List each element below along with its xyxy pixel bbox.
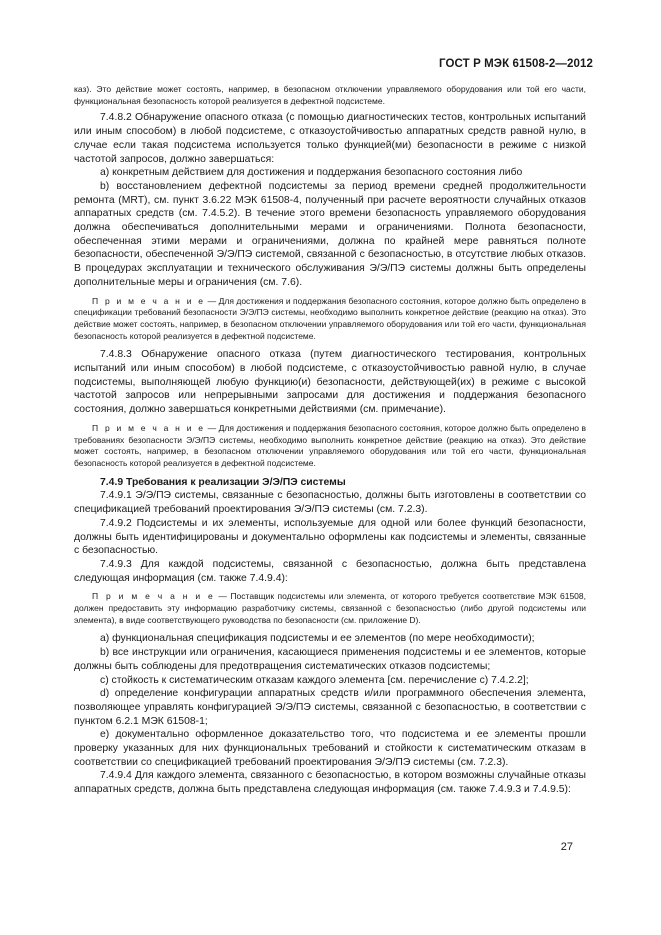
note-2 [74,423,586,470]
note-3 [74,591,586,626]
list-item-b: b) все инструкции или ограничения, касающиеся применения подсистемы и ее элементов, которые должны быть соблюдены для предотвращения систематических отказов подсистемы; [74,647,586,672]
clause-7-4-8-2: 7.4.8.2 Обнаружение опасного отказа (с помощью диагностических тестов, контрольных испытаний или иным способом) в любой подсистеме, с отказоустойчивостью аппаратных средств равной нулю, в случае если такая подсистема используется только функцией(ми) безопасности в режиме с низкой частотой запросов, должно завершаться: [74,112,586,165]
note-continuation: каз). Это действие может состоять, например, в безопасном отключении управляемого оборудования или той его части, функциональная безопасность которой реализуется в дефектной подсистеме. [74,84,586,106]
clause-7-4-9-2: 7.4.9.2 Подсистемы и их элементы, используемые для одной или более функций безопасности, должны быть идентифицированы и документально оформлены как подсистемы и элементы, связанные с безопасностью. [74,517,586,557]
list-item-d: d) определение конфигурации аппаратных средств и/или программного обеспечения элемента, позволяющее управлять конфигурацией Э/Э/ПЭ системы, связанной с безопасностью, в соответствии с пунктом 6.2.1 МЭК 61508-1; [74,688,586,727]
note-label: П р и м е ч а н и е [92,591,215,602]
list-item-c: c) стойкость к систематическим отказам каждого элемента [см. перечисление c) 7.4.2.2]; [100,674,529,686]
list-item-a: a) функциональная спецификация подсистемы и ее элементов (по мере необходимости); [100,633,535,645]
clause-7-4-9-4: 7.4.9.4 Для каждого элемента, связанного с безопасностью, в котором возможны случайные отказы аппаратных средств, должна быть представлена следующая информация (см. также 7.4.9.3 и 7.4.9.5): [74,770,586,796]
clause-7-4-9-1: 7.4.9.1 Э/Э/ПЭ системы, связанные с безопасностью, должны быть изготовлены в соответствии со спецификацией требований проектирования Э/Э/ПЭ системы (см. 7.2.3). [74,490,586,516]
note-text: — Для достижения и поддержания безопасного состояния, которое должно быть определено в спецификации требований безопасности Э/Э/ПЭ системы, необходимо выполнить конкретное действие (реакцию на отказ). Это действие может состоять, например, в безопасном отключении управляемого оборудования или той его части, функциональная безопасность которой реализуется в дефектной подсистеме. [74,295,586,341]
note-label: П р и м е ч а н и е [92,295,206,306]
document-header: ГОСТ Р МЭК 61508-2—2012 [439,58,593,70]
list-item-a: a) конкретным действием для достижения и поддержания безопасного состояния либо [100,167,523,179]
page-content [74,84,586,797]
note-1 [74,296,586,343]
note-label: П р и м е ч а н и е [92,422,206,433]
clause-7-4-8-3: 7.4.8.3 Обнаружение опасного отказа (путем диагностического тестирования, контрольных испытаний или иным способом) в любой подсистеме, с отказоустойчивостью равной нулю, в случае подсистемы, выполняющей любую функцию(и) безопасности, действующей(их) в режиме с высокой частотой запросов или непрерывными запросами для достижения и поддержания безопасного состояния, должно завершаться конкретными действиями (см. примечание). [74,349,586,416]
list-item-b: b) восстановлением дефектной подсистемы за период времени средней продолжительности ремонта (MRT), см. пункт 3.6.22 МЭК 61508-4, полученный при расчете вероятности случайных отказов аппаратных средств (см. 7.4.5.2). В течение этого времени безопасность управляемого оборудования должна обеспечиваться дополнительными мерами и ограничениями. Полнота безопасности, обеспеченная этими мерами и ограничениями, должна по крайней мере равняться полноте безопасности, обеспеченной Э/Э/ПЭ системой, связанной с безопасностью, в отсутствие любых отказов. В процедурах эксплуатации и технического обслуживания Э/Э/ПЭ системы должны быть определены дополнительные меры и ограничения (см. 7.6). [74,180,586,288]
page-number: 27 [560,841,573,853]
list-item-e: e) документально оформленное доказательство того, что подсистема и ее элементы прошли проверку указанных для них функциональных требований и стойкости к систематическим отказам в соответствии со спецификацией требований проектирования Э/Э/ПЭ системы (см. 7.2.3). [74,729,586,768]
clause-7-4-9-3: 7.4.9.3 Для каждой подсистемы, связанной с безопасностью, должна быть представлена следующая информация (см. также 7.4.9.4): [74,558,586,584]
note-text: — Поставщик подсистемы или элемента, от которого требуется соответствие МЭК 61508, должен предоставить эту информацию разработчику системы, связанной с безопасностью (либо другой подсистемы или элемента), в виде соответствующего руководства по безопасности (см. приложение D). [74,591,586,625]
section-heading: 7.4.9 Требования к реализации Э/Э/ПЭ системы [100,476,346,488]
note-text: — Для достижения и поддержания безопасного состояния, которое должно быть определено в требованиях безопасности Э/Э/ПЭ системы, необходимо выполнить конкретное действие (реакцию на отказ). Это действие может состоять, например, в безопасном отключении управляемого оборудования или той его части, функциональная безопасность которой реализуется в дефектной подсистеме. [74,422,586,468]
